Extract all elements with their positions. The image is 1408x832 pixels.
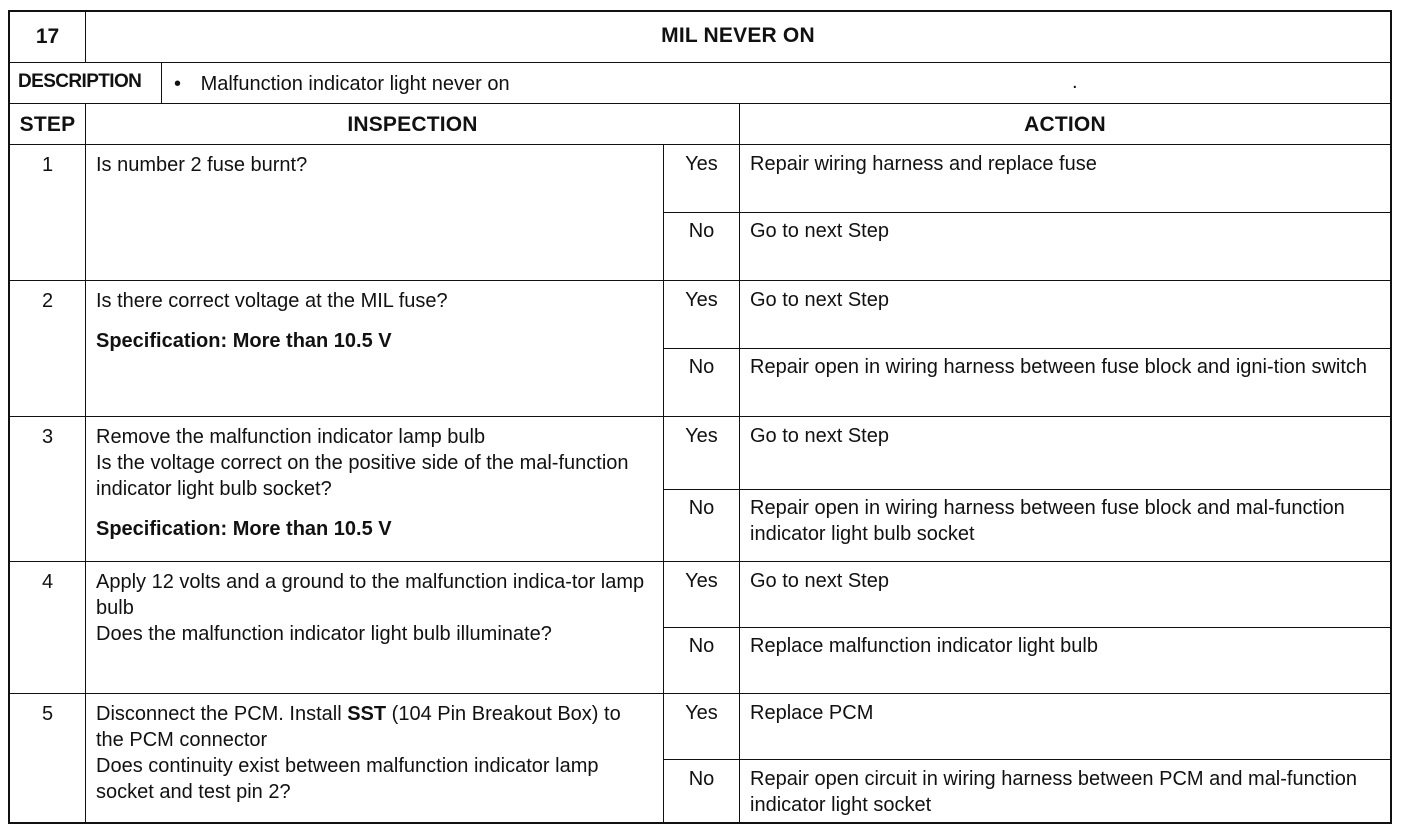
action-column	[740, 562, 1390, 693]
step-number: 1	[10, 145, 86, 280]
inspection-cell	[86, 694, 664, 822]
inspection-text: Does continuity exist between malfunction indicator lamp socket and test pin 2?	[96, 755, 599, 803]
page-title: MIL NEVER ON	[661, 24, 815, 47]
inspection-text: Remove the malfunction indicator lamp bulb	[96, 426, 486, 448]
no-action: Repair open circuit in wiring harness between PCM and mal-function indicator light socket	[750, 768, 1357, 816]
bullet-icon: •	[174, 73, 182, 95]
no-action: Go to next Step	[750, 220, 889, 242]
yes-label: Yes	[664, 694, 739, 760]
yes-action: Repair wiring harness and replace fuse	[740, 145, 1390, 213]
no-action: Replace malfunction indicator light bulb	[750, 635, 1098, 657]
description-cell	[162, 63, 1390, 103]
inspection-text-part: (104 Pin Breakout Box) to the PCM connector	[96, 703, 621, 751]
yes-action: Go to next Step	[740, 417, 1390, 490]
step-number: 5	[10, 694, 86, 822]
step-row	[10, 562, 1390, 694]
inspection-column-header: INSPECTION	[86, 104, 740, 144]
no-action: Repair open in wiring harness between fuse block and mal-function indicator light bulb socket	[750, 497, 1345, 545]
action-column	[740, 281, 1390, 416]
step-column-header: STEP	[10, 104, 86, 144]
yes-action: Go to next Step	[740, 281, 1390, 349]
yes-action: Replace PCM	[740, 694, 1390, 760]
description-text: Malfunction indicator light never on	[200, 73, 510, 95]
answer-column	[664, 694, 740, 822]
description-label: DESCRIPTION	[10, 63, 162, 103]
action-column	[740, 694, 1390, 822]
step-row	[10, 417, 1390, 562]
specification-text: Specification: More than 10.5 V	[96, 330, 392, 352]
no-action: Repair open in wiring harness between fuse block and igni-tion switch	[750, 356, 1368, 378]
step-number: 4	[10, 562, 86, 693]
answer-column	[664, 145, 740, 280]
answer-column	[664, 417, 740, 561]
inspection-cell	[86, 417, 664, 561]
stray-mark: .	[1072, 71, 1078, 93]
step-row	[10, 694, 1390, 822]
inspection-text	[96, 701, 653, 753]
inspection-text-part: Disconnect the PCM. Install	[96, 703, 348, 725]
no-label: No	[688, 220, 715, 242]
step-row	[10, 281, 1390, 417]
action-column	[740, 417, 1390, 561]
description-row	[10, 63, 1390, 104]
yes-label: Yes	[664, 562, 739, 628]
inspection-cell	[86, 281, 664, 416]
inspection-text: Is there correct voltage at the MIL fuse?	[96, 290, 448, 312]
no-label: No	[688, 497, 715, 519]
no-label: No	[688, 635, 715, 657]
inspection-text: Apply 12 volts and a ground to the malfunction indica-tor lamp bulb	[96, 571, 645, 619]
inspection-text: Does the malfunction indicator light bulb illuminate?	[96, 623, 552, 645]
inspection-text: Is number 2 fuse burnt?	[96, 154, 308, 176]
yes-label: Yes	[664, 281, 739, 349]
yes-label: Yes	[664, 145, 739, 213]
column-header-row	[10, 104, 1390, 145]
step-number: 2	[10, 281, 86, 416]
answer-column	[664, 562, 740, 693]
specification-text: Specification: More than 10.5 V	[96, 518, 392, 540]
title-row	[10, 12, 1390, 63]
procedure-number: 17	[10, 12, 86, 62]
action-column-header: ACTION	[1024, 113, 1106, 136]
diagnostic-table	[8, 10, 1392, 824]
inspection-cell	[86, 145, 664, 280]
inspection-text: Is the voltage correct on the positive side of the mal-function indicator light bulb socket?	[96, 452, 629, 500]
yes-action: Go to next Step	[740, 562, 1390, 628]
inspection-cell	[86, 562, 664, 693]
step-number: 3	[10, 417, 86, 561]
no-label: No	[688, 768, 715, 790]
action-column	[740, 145, 1390, 280]
sst-label: SST	[347, 703, 387, 725]
step-row	[10, 145, 1390, 281]
no-label: No	[688, 356, 715, 378]
answer-column	[664, 281, 740, 416]
yes-label: Yes	[664, 417, 739, 490]
